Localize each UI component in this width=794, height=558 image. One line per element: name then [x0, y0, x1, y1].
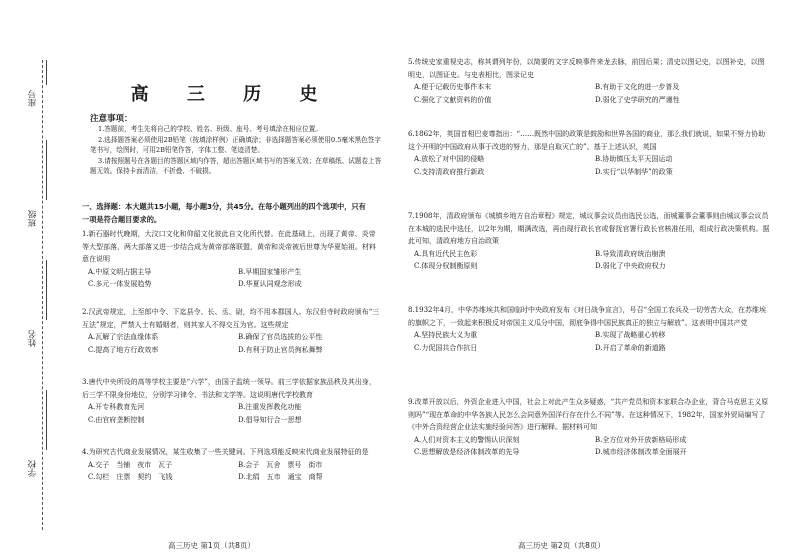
page-footer-left: 高三历史 第1页（共8页） [168, 541, 255, 550]
option-d[interactable]: D.实行“以华制华”的政策 [595, 167, 673, 176]
notice-heading: 注意事项： [90, 114, 133, 124]
question-6 [408, 128, 770, 178]
option-c[interactable]: C.思想解放是经济体制改革的先导 [414, 448, 520, 457]
question-1 [82, 228, 382, 291]
option-d[interactable]: D.华夏认同观念形成 [238, 280, 302, 289]
question-stem: 6.1862年，英国首相巴麦尊指出：“……既然中国的政策是鼓励和世界各国的商业，那么我们就说，如果不努力协助这个开明的中国政府从事于改进的努力，那是自取灭亡的”。基于上述认识，英国 [408, 130, 766, 151]
question-3 [82, 376, 382, 426]
option-b[interactable]: B.协助镇压太平天国运动 [595, 155, 673, 164]
question-4 [82, 446, 382, 484]
cut-line [42, 60, 43, 530]
option-b[interactable]: B.导致清政府统治崩溃 [595, 249, 666, 258]
option-c[interactable]: C.由官府垄断控制 [88, 415, 145, 424]
question-9 [408, 396, 770, 459]
option-b[interactable]: B.有助于文化的进一步普及 [595, 83, 680, 92]
notice-item: 3.请按照题号在各题目的答题区域内作答，超出答题区域书写的答案无效；在草稿纸、试题卷上答题无效。保持卡面清洁，不折叠、不破损。 [90, 156, 382, 175]
question-5 [408, 56, 770, 106]
option-d[interactable]: D.有利于防止官员徇私舞弊 [238, 345, 323, 354]
option-b[interactable]: B.全方位对外开放新格局形成 [595, 435, 687, 444]
option-d[interactable]: D.开启了革命的新道路 [595, 343, 666, 352]
option-c[interactable]: C.支持清政府推行新政 [414, 167, 485, 176]
class-label: 班级 [28, 210, 38, 227]
option-a[interactable]: A.坚持民族大义为重 [414, 331, 478, 340]
option-a[interactable]: A.人们对资本主义的警惕认识深刻 [414, 435, 520, 444]
notice-item: 1.答题前，考生先将自己的学校、姓名、班级、座号、考号填涂在相应位置。 [98, 125, 322, 133]
option-d[interactable]: D.北绢 五市 通宝 商帮 [238, 473, 323, 482]
name-label: 姓名 [28, 330, 38, 347]
question-8 [408, 304, 770, 354]
option-c[interactable]: C.强化了文献资料的价值 [414, 95, 492, 104]
option-c[interactable]: C.勾栏 庄票 契约 飞钱 [88, 473, 173, 482]
binding-margin [20, 60, 60, 530]
seat-blank[interactable] [46, 60, 47, 85]
option-a[interactable]: A.开专科教育先河 [88, 403, 145, 412]
question-stem: 9.改革开放以后，外资企业进入中国，社会上对此产生众多疑惑，“共产党员和资本家联合办企业，背合马克思主义原则吗”“现在革命的中华各族人民怎么会同意外国洋行存在什么不同”等。在这种情况下，1982年，国家外贸局编写了《中外合资经营企业法实施经验问答》进行解释。据材料可知 [408, 398, 769, 432]
notice-item: 2.选择题答案必须使用2B铅笔（按填涂样例）正确填涂；非选择题答案必须使用0.5毫米黑色签字笔书写，绘图时，可用2B铅笔作答，字体工整、笔迹清楚。 [90, 135, 381, 154]
question-stem: 4.为研究古代商业发展情况，某生收集了一些关键词。下列选项能反映宋代商业发展特征的是 [82, 448, 369, 456]
option-d[interactable]: D.城市经济体制改革全面展开 [595, 448, 687, 457]
option-a[interactable]: A.便于记载历史事件本末 [414, 83, 492, 92]
class-blank[interactable] [46, 140, 47, 200]
option-c[interactable]: C.体现分权制衡原则 [414, 262, 478, 271]
section-line: 一、选择题：本大题共15小题，每小题3分，共45分。在每小题列出的四个选项中，只有 [82, 202, 366, 211]
option-a[interactable]: A.具有近代民主色彩 [414, 249, 478, 258]
option-b[interactable]: B.早期国家雏形产生 [238, 267, 302, 276]
option-b[interactable]: B.注重发挥教化功能 [238, 403, 302, 412]
page-title: 高 三 历 史 [130, 84, 334, 105]
question-2 [82, 306, 382, 356]
name-blank[interactable] [46, 260, 47, 320]
option-a[interactable]: A.中原文明占据主导 [88, 267, 152, 276]
option-b[interactable]: B.会子 瓦舍 票号 街市 [238, 460, 323, 469]
option-c[interactable]: C.多元一体发展趋势 [88, 280, 152, 289]
section-line: 一项是符合题目要求的。 [82, 215, 162, 224]
option-d[interactable]: D.弱化了中央政府权力 [595, 262, 666, 271]
option-a[interactable]: A.瓦解了宗法血缘体系 [88, 333, 159, 342]
option-d[interactable]: D.弱化了史学研究的严谨性 [595, 95, 680, 104]
question-stem: 3.唐代中央所设的高等学校主要是“六学”，由国子监统一领导。前三学依据家族品秩及其出身，后三学不限身份地位，分别学习律令、书法和文学等。这说明唐代学校教育 [82, 378, 376, 399]
option-d[interactable]: D.倡导知行合一思想 [238, 415, 302, 424]
option-a[interactable]: A.放松了对中国的侵略 [414, 155, 485, 164]
page-footer-right: 高三历史 第2页（共8页） [518, 541, 605, 550]
question-stem: 8.1932年4月，中华苏维埃共和国临时中央政府发布《对日战争宣言》，号召“全国工农兵及一切劳苦大众，在苏维埃的旗帜之下，一致起来积极反对帝国主义瓜分中国，彻底争得中国民族真正的独立与解放”。这表明中国共产党 [408, 306, 767, 327]
question-stem: 2.汉武帝规定，上至郎中令、下迄县令、长、丞、尉，均不用本郡国人。东汉但寺时政府颁布“三互法”规定，严禁人士有婚姻者，则其家人不得交互为官。这些规定 [82, 308, 380, 329]
section-heading [82, 200, 382, 226]
option-c[interactable]: C.力促国共合作抗日 [414, 343, 478, 352]
option-a[interactable]: A.交子 当铺 夜市 瓦子 [88, 460, 173, 469]
option-b[interactable]: B.实现了战略重心转移 [595, 331, 666, 340]
school-label: 学校 [28, 460, 38, 477]
seat-label: 座号 [28, 90, 38, 107]
notice-body [90, 124, 382, 177]
question-stem: 5.传统史家重视史志，称其谓列年份，以简要的文字反映事件来龙去脉，前因后果；清史以图记史，以图补史，以图明史，以图证史。与史表相比，图录记史 [408, 58, 765, 79]
question-stem: 7.1908年，清政府颁布《城镇乡地方自治章程》规定，城议事会议员由选民公选，而城董事会董事则由城议事会议员在本城的选民中选任，以2年为期，期满改选，再由现行政长官或督抚官署行政长官核准任用，组成行政决策机构。据此可知，清政府地方自治政策 [408, 212, 770, 246]
school-blank[interactable] [46, 390, 47, 450]
question-stem: 1.新石器时代晚期，大汶口文化和仰韶文化彼此自文化所代替。在此基础上，出现了黄帝、炎帝等大型部落，两大部落又进一步结合成为黄帝部落联盟，黄帝和炎帝被后世尊为华夏始祖。材料意在说明 [82, 230, 376, 264]
question-7 [408, 210, 770, 273]
option-b[interactable]: B.确保了官员选拔的公平性 [238, 333, 323, 342]
option-c[interactable]: C.提高了地方行政效率 [88, 345, 159, 354]
